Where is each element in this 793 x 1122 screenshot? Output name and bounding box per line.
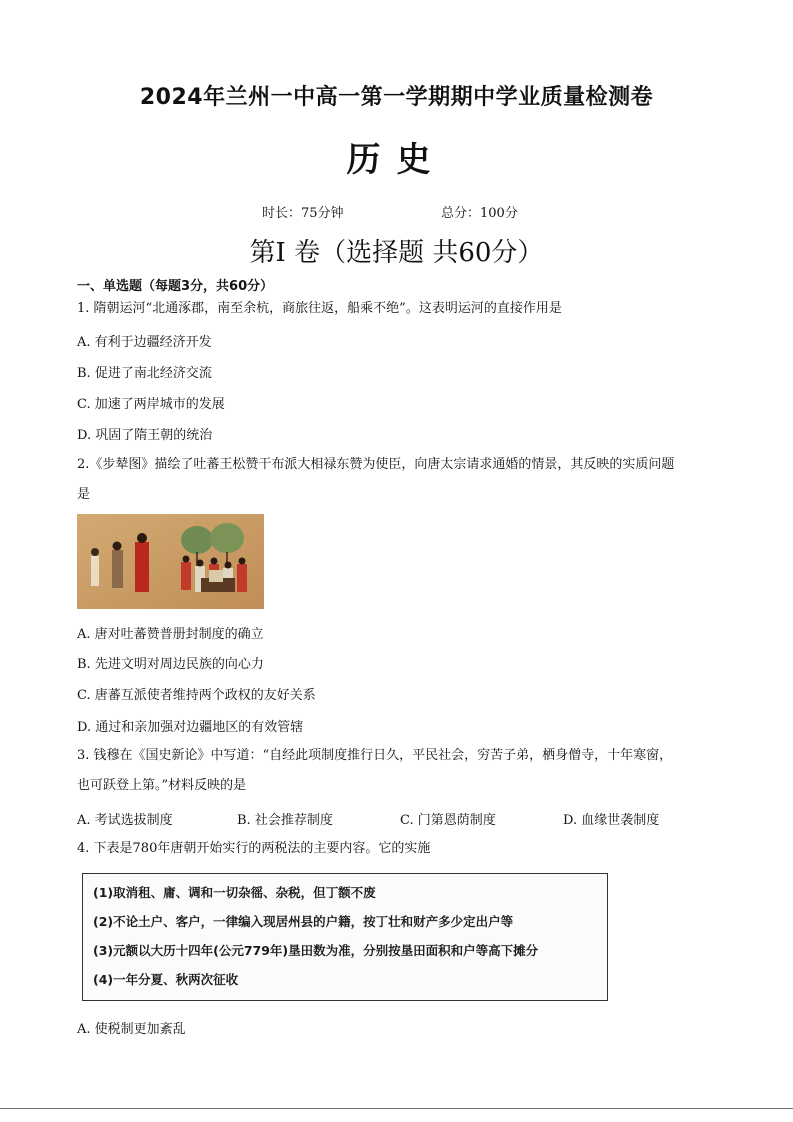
two-tax-law-table <box>82 873 608 1001</box>
table-row: (4)一年分夏、秋两次征收 <box>93 972 239 987</box>
question-2-option-c: C. 唐蕃互派使者维持两个政权的友好关系 <box>77 688 316 703</box>
question-2-option-d: D. 通过和亲加强对边疆地区的有效管辖 <box>77 720 304 735</box>
question-4-option-a: A. 使税制更加紊乱 <box>77 1022 186 1037</box>
question-3-option-d: D. 血缘世袭制度 <box>563 813 660 828</box>
table-row: (1)取消租、庸、调和一切杂徭、杂税，但丁额不废 <box>93 885 376 900</box>
question-1-stem: 1. 隋朝运河“北通涿郡，南至余杭，商旅往返，船乘不绝”。这表明运河的直接作用是 <box>77 301 562 316</box>
question-3-option-b: B. 社会推荐制度 <box>237 813 333 828</box>
page-bottom-divider <box>0 1108 793 1109</box>
question-3-option-c: C. 门第恩荫制度 <box>400 813 496 828</box>
bunian-painting-image <box>77 514 264 609</box>
question-1-option-d: D. 巩固了隋王朝的统治 <box>77 428 213 443</box>
section-heading: 一、单选题（每题3分，共60分） <box>77 279 274 294</box>
table-row: (3)元额以大历十四年(公元779年)垦田数为准，分别按垦田面积和户等高下摊分 <box>93 943 539 958</box>
question-1-option-b: B. 促进了南北经济交流 <box>77 366 212 381</box>
question-3-stem-line-1: 3. 钱穆在《国史新论》中写道：“自经此项制度推行日久，平民社会，穷苦子弟，栖身僧寺，十年寒窗， <box>77 748 673 763</box>
subject-title: 历史 <box>346 140 447 180</box>
exam-duration: 时长：75分钟 <box>262 206 344 221</box>
exam-title: 2024年兰州一中高一第一学期期中学业质量检测卷 <box>139 85 654 110</box>
question-3-stem-line-2: 也可跃登上第。”材料反映的是 <box>77 778 247 793</box>
question-3-option-a: A. 考试选拔制度 <box>77 813 173 828</box>
question-1-option-a: A. 有利于边疆经济开发 <box>77 335 212 350</box>
table-row: (2)不论土户、客户，一律编入现居州县的户籍，按丁壮和财产多少定出户等 <box>93 914 514 929</box>
question-4-stem: 4. 下表是780年唐朝开始实行的两税法的主要内容。它的实施 <box>77 841 431 856</box>
question-1-option-c: C. 加速了两岸城市的发展 <box>77 397 225 412</box>
volume-heading: 第Ⅰ 卷（选择题 共60分） <box>249 238 544 268</box>
exam-total-score: 总分：100分 <box>441 206 518 221</box>
question-2-option-b: B. 先进文明对周边民族的向心力 <box>77 657 264 672</box>
question-2-stem-line-2: 是 <box>77 487 91 502</box>
question-2-option-a: A. 唐对吐蕃赞普册封制度的确立 <box>77 627 264 642</box>
question-2-stem-line-1: 2.《步辇图》描绘了吐蕃王松赞干布派大相禄东赞为使臣，向唐太宗请求通婚的情景，其反映的实质问题 <box>77 457 675 472</box>
